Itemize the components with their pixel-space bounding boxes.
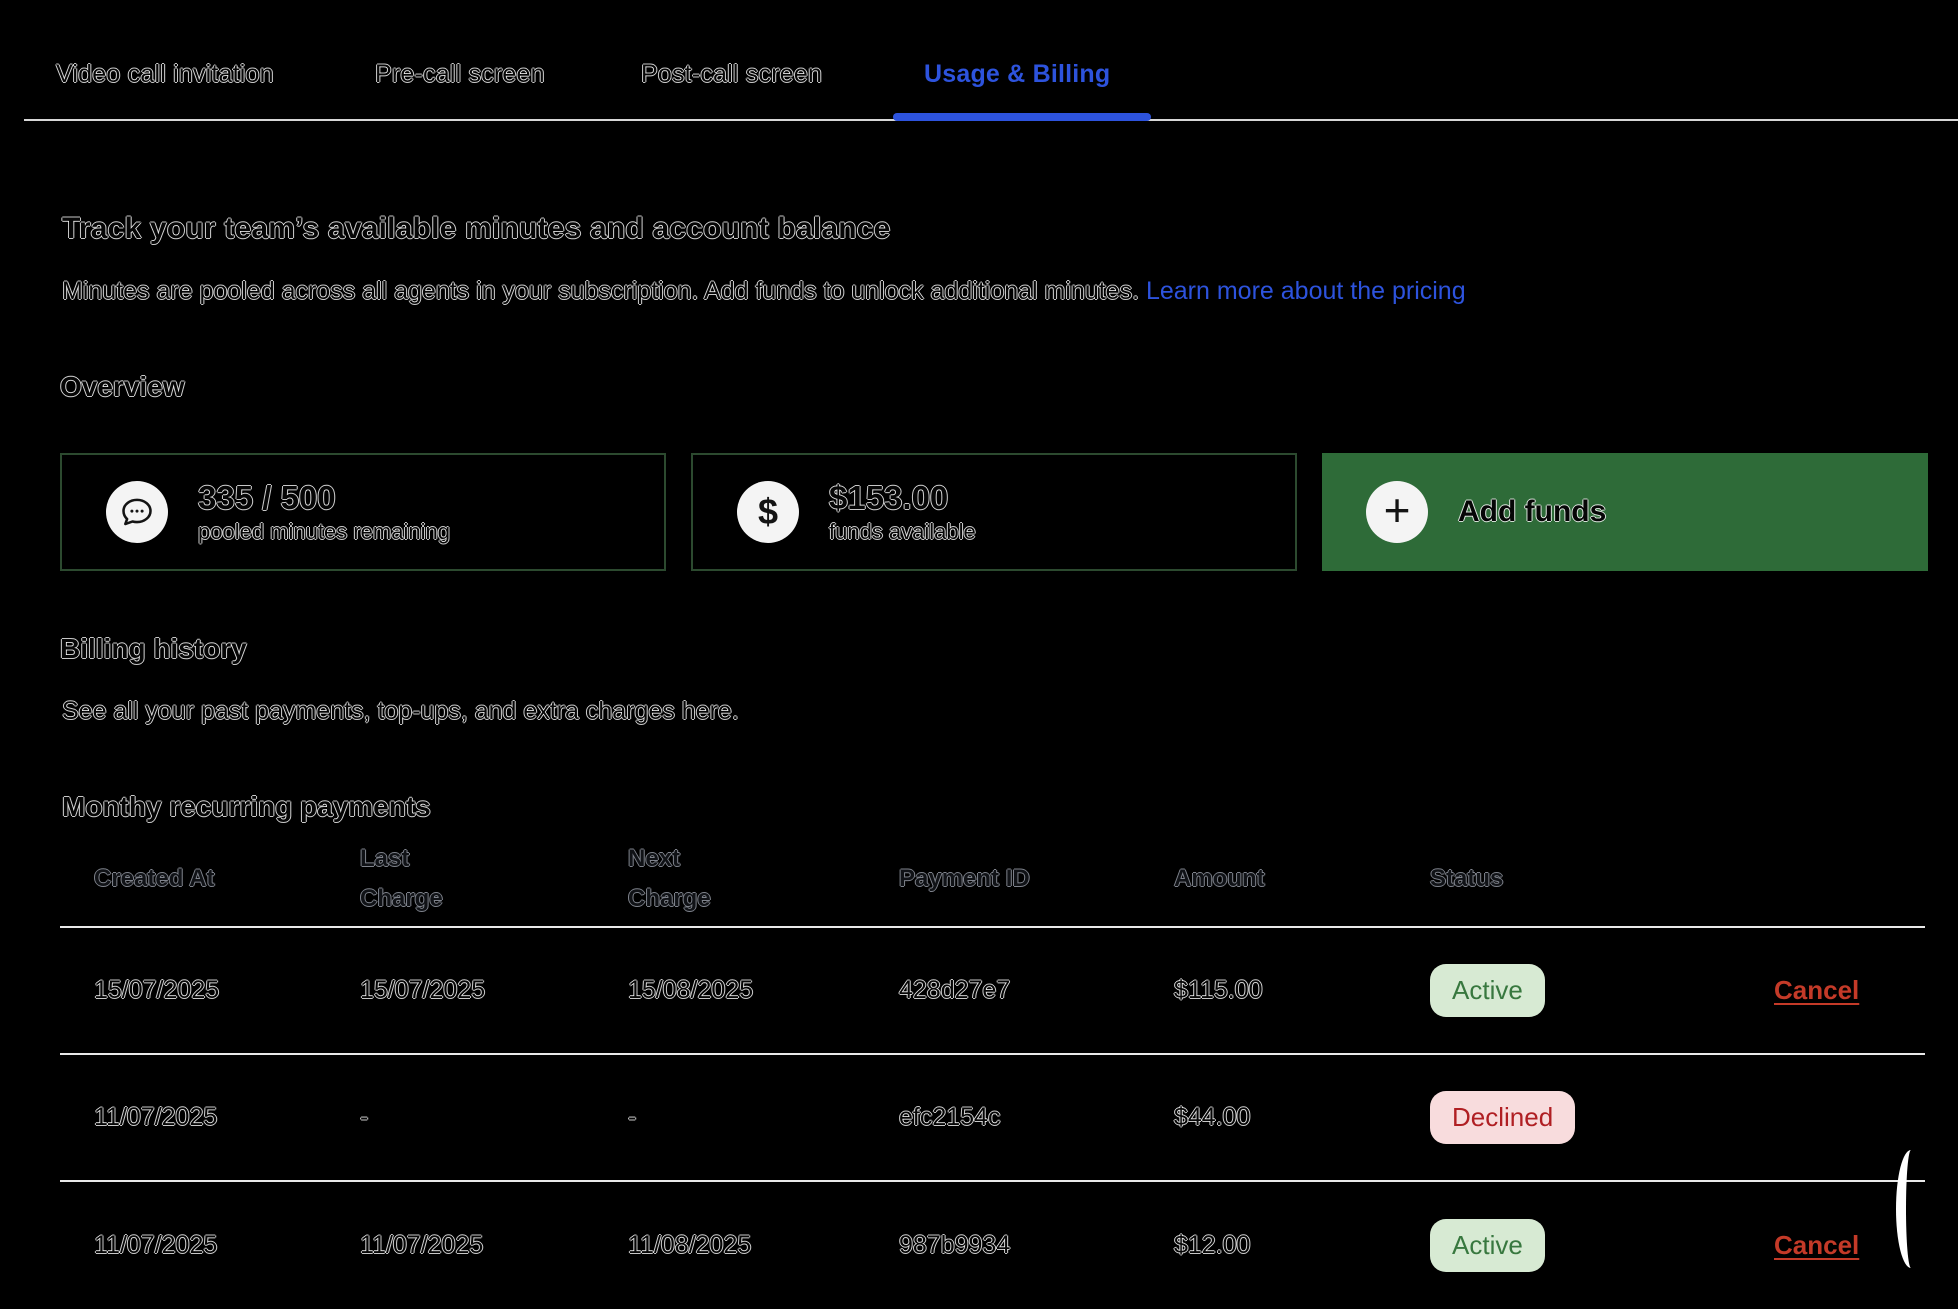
- plus-icon: +: [1366, 481, 1428, 543]
- page-description-text: Minutes are pooled across all agents in your subscription. Add funds to unlock additional minutes.: [62, 277, 1140, 305]
- header-amount: Amount: [1174, 865, 1265, 892]
- header-payment-id: Payment ID: [899, 865, 1030, 892]
- overview-heading: Overview: [60, 371, 185, 402]
- billing-history-subheading: See all your past payments, top-ups, and extra charges here.: [62, 697, 739, 725]
- cell-amount: $12.00: [1174, 1231, 1251, 1259]
- cell-amount: $115.00: [1174, 976, 1263, 1004]
- cell-status: [1430, 1091, 1774, 1144]
- status-badge: Active: [1430, 1219, 1545, 1272]
- funds-available-card: [691, 453, 1297, 571]
- cell-actions: [1774, 975, 1925, 1006]
- tab-video-call-invitation[interactable]: Video call invitation: [56, 60, 274, 88]
- header-created-at: Created At: [94, 865, 215, 892]
- cell-next-charge: 11/08/2025: [628, 1231, 752, 1259]
- cell-created-at: 11/07/2025: [94, 1103, 218, 1131]
- minutes-remaining-value: 335 / 500: [198, 478, 336, 516]
- cell-created-at: 11/07/2025: [94, 1231, 218, 1259]
- cell-amount: $44.00: [1174, 1103, 1251, 1131]
- cancel-subscription-link[interactable]: Cancel: [1774, 1230, 1860, 1260]
- cell-status: [1430, 964, 1774, 1017]
- cell-last-charge: 11/07/2025: [360, 1231, 484, 1259]
- add-funds-label: Add funds: [1458, 495, 1607, 528]
- header-next-charge: Next Charge: [628, 845, 711, 912]
- table-row: [60, 1055, 1925, 1182]
- page-description: [62, 277, 1466, 306]
- funds-available-caption: funds available: [829, 519, 976, 545]
- cell-created-at: 15/07/2025: [94, 976, 220, 1004]
- funds-available-value: $153.00: [829, 478, 949, 516]
- tab-pre-call-screen[interactable]: Pre-call screen: [375, 60, 545, 88]
- billing-table: [60, 832, 1925, 1309]
- minutes-card-text: [198, 479, 450, 546]
- minutes-remaining-caption: pooled minutes remaining: [198, 519, 450, 545]
- tab-post-call-screen[interactable]: Post-call screen: [641, 60, 823, 88]
- table-row: [60, 928, 1925, 1055]
- cell-last-charge: -: [360, 1103, 369, 1131]
- status-badge: Active: [1430, 964, 1545, 1017]
- billing-table-header: [60, 832, 1925, 928]
- cell-payment-id: 428d27e7: [899, 976, 1011, 1004]
- cell-status: [1430, 1219, 1774, 1272]
- cell-next-charge: -: [628, 1103, 637, 1131]
- monthly-payments-title: Monthy recurring payments: [62, 791, 431, 822]
- cell-next-charge: 15/08/2025: [628, 976, 754, 1004]
- page-title: Track your team’s available minutes and account balance: [62, 212, 891, 245]
- table-row: [60, 1182, 1925, 1309]
- active-tab-indicator: [893, 113, 1151, 121]
- cell-payment-id: 987b9934: [899, 1231, 1011, 1259]
- cell-payment-id: efc2154c: [899, 1103, 1001, 1131]
- cancel-subscription-link[interactable]: Cancel: [1774, 975, 1860, 1005]
- billing-history-heading: Billing history: [60, 633, 247, 664]
- pricing-link[interactable]: Learn more about the pricing: [1145, 277, 1466, 305]
- add-funds-button[interactable]: [1322, 453, 1928, 571]
- edge-cursor-artifact: [1896, 1150, 1926, 1268]
- status-badge: Declined: [1430, 1091, 1575, 1144]
- minutes-remaining-card: [60, 453, 666, 571]
- chat-bubble-icon: [106, 481, 168, 543]
- tab-usage-billing[interactable]: Usage & Billing: [924, 60, 1111, 88]
- header-status: Status: [1430, 865, 1504, 892]
- header-last-charge: Last Charge: [360, 845, 443, 912]
- cell-last-charge: 15/07/2025: [360, 976, 486, 1004]
- funds-card-text: [829, 479, 976, 546]
- dollar-icon: $: [737, 481, 799, 543]
